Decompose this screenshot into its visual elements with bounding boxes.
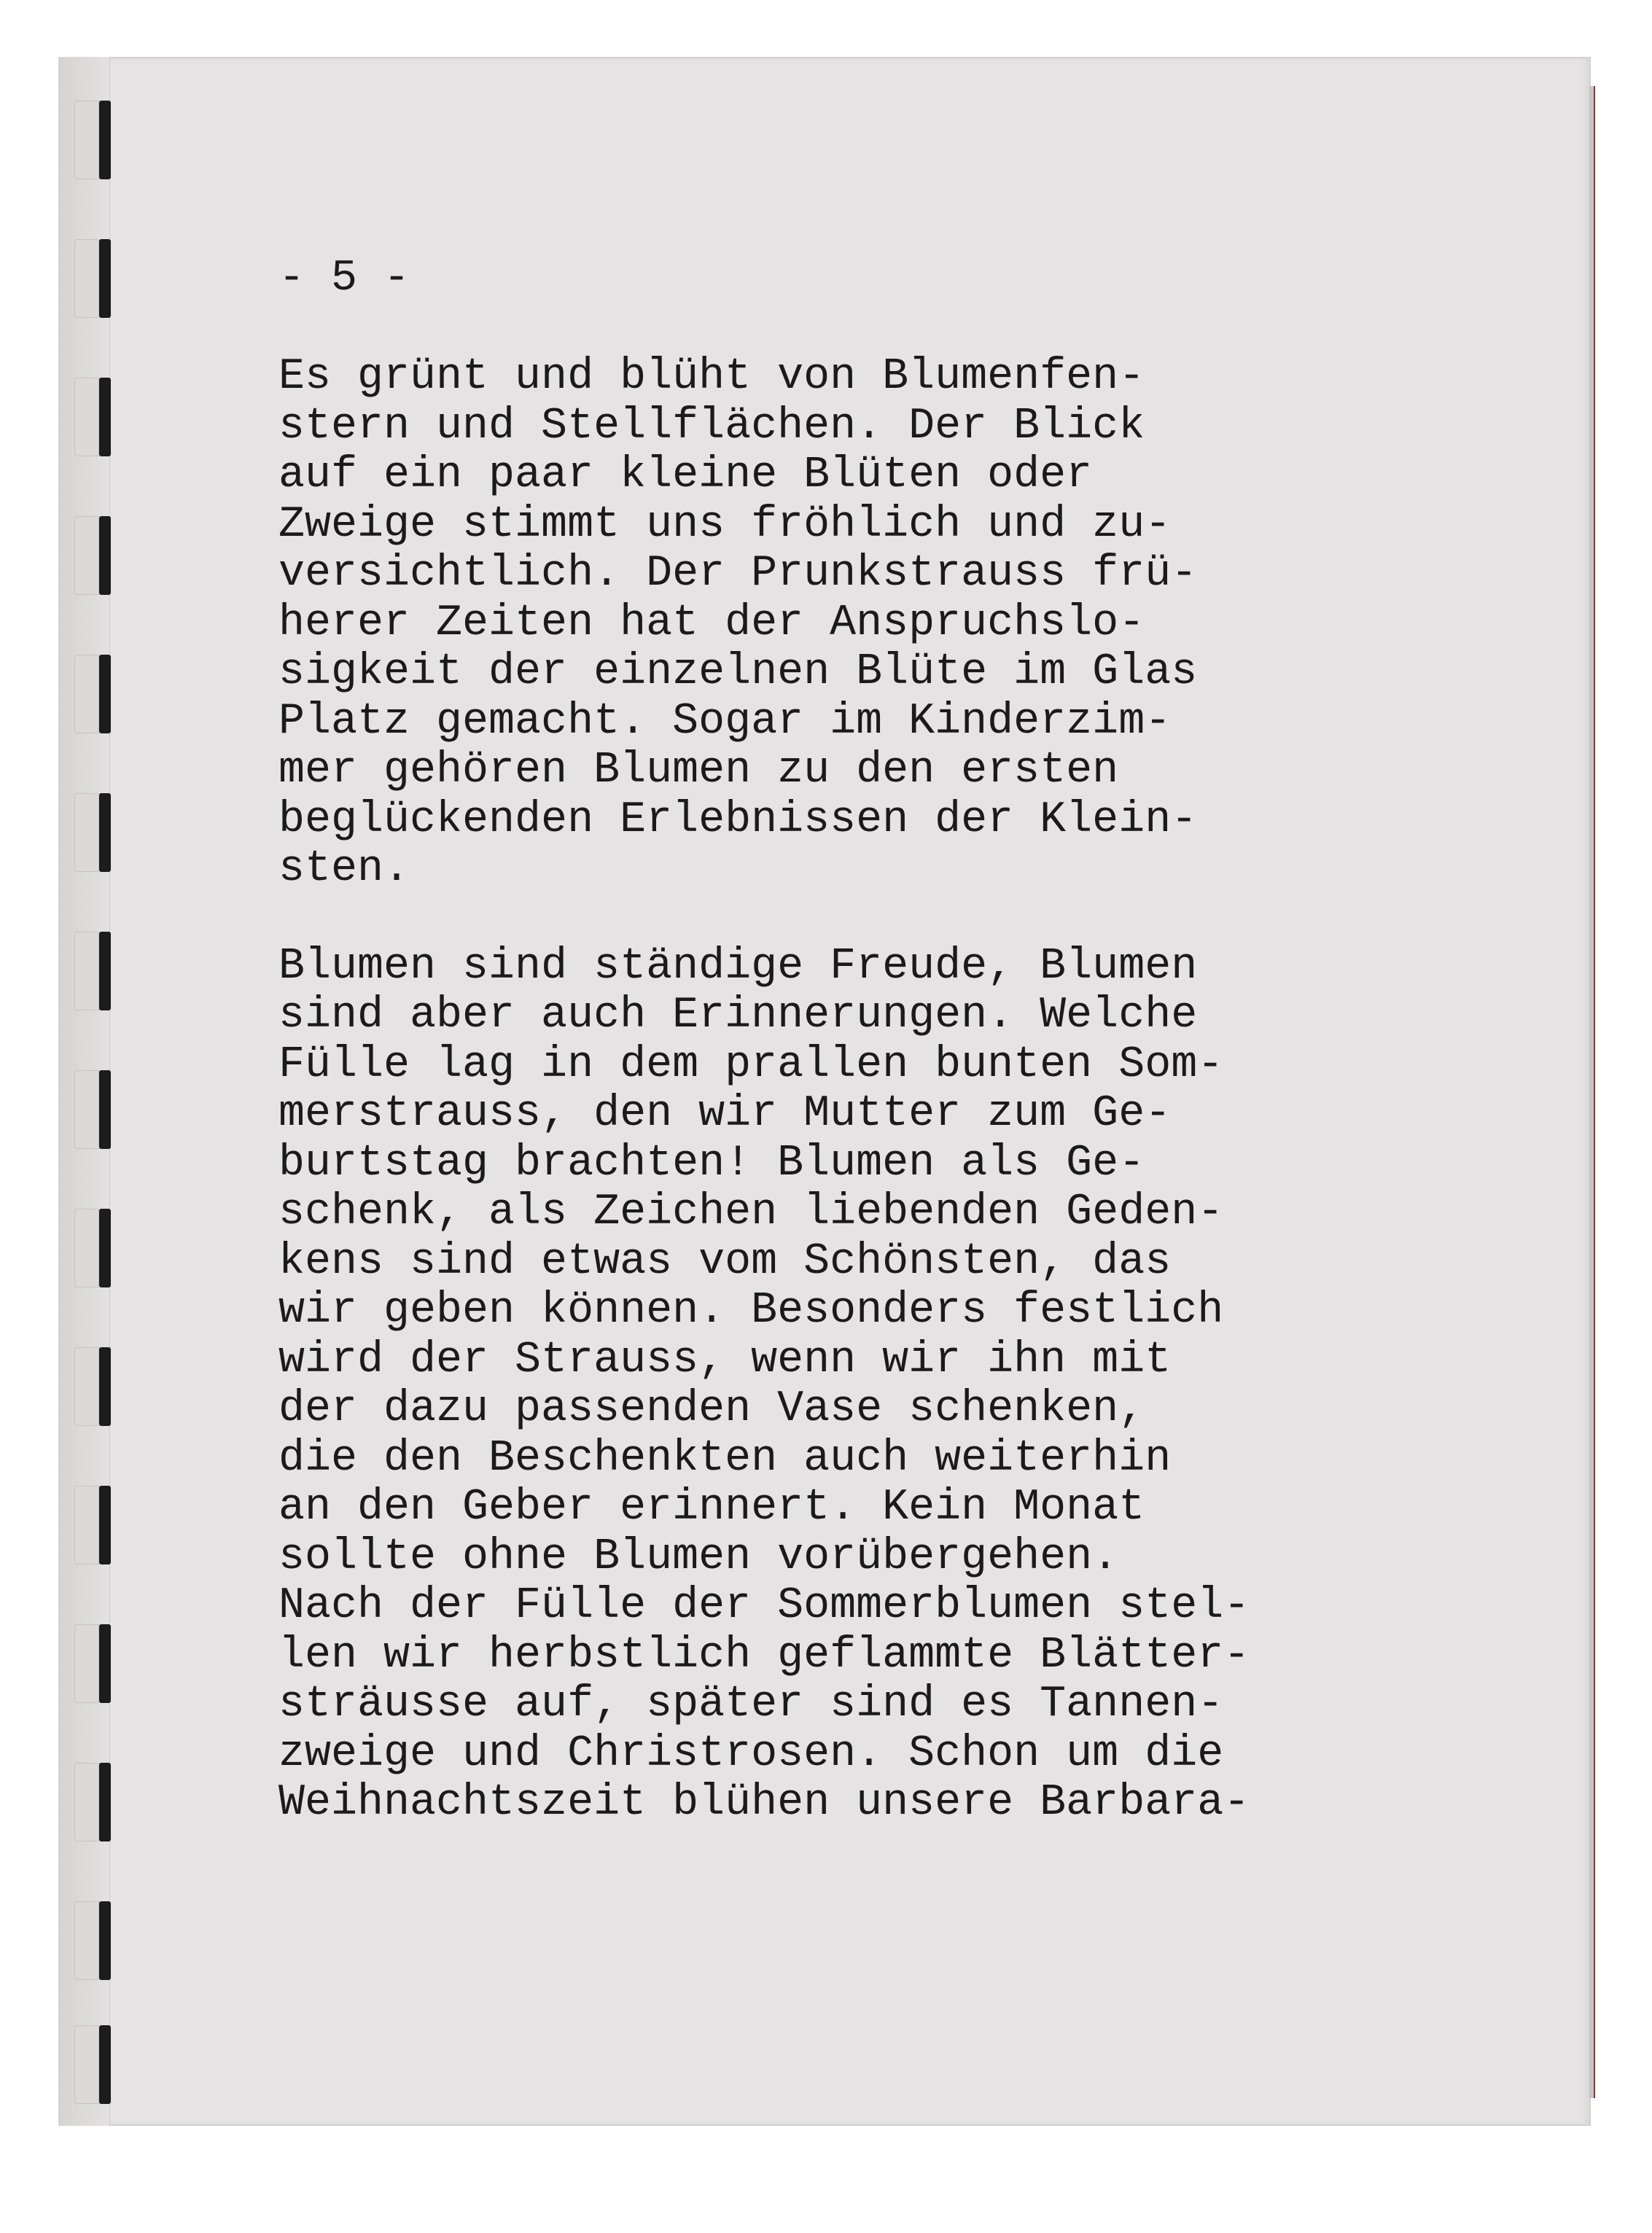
text-line: merstrauss, den wir Mutter zum Ge- bbox=[278, 1089, 1172, 1139]
ring-icon bbox=[99, 932, 111, 1010]
page-number: - 5 - bbox=[278, 254, 410, 303]
binding-ring bbox=[74, 793, 111, 872]
paragraph bbox=[278, 943, 1474, 1828]
text-line: Es grünt und blüht von Blumenfen- bbox=[278, 352, 1145, 402]
text-line: stern und Stellflächen. Der Blick bbox=[278, 401, 1145, 451]
binding-ring bbox=[74, 101, 111, 179]
ring-icon bbox=[99, 516, 111, 595]
text-line: sten. bbox=[278, 844, 410, 894]
binding-tab bbox=[74, 1070, 99, 1149]
text-line: sigkeit der einzelnen Blüte im Glas bbox=[278, 647, 1198, 697]
spiral-binding bbox=[58, 57, 110, 2126]
ring-icon bbox=[99, 1486, 111, 1564]
paragraph bbox=[278, 353, 1474, 895]
text-line: sträusse auf, später sind es Tannen- bbox=[278, 1680, 1224, 1729]
binding-ring bbox=[74, 655, 111, 733]
binding-tab bbox=[74, 2025, 99, 2104]
binding-ring bbox=[74, 1070, 111, 1149]
text-line: Fülle lag in dem prallen bunten Som- bbox=[278, 1040, 1224, 1090]
binding-tab bbox=[74, 1624, 99, 1703]
page-edge bbox=[1589, 86, 1595, 2098]
text-line: Weihnachtszeit blühen unsere Barbara- bbox=[278, 1778, 1250, 1828]
ring-icon bbox=[99, 1901, 111, 1980]
ring-icon bbox=[99, 101, 111, 179]
ring-icon bbox=[99, 793, 111, 872]
ring-icon bbox=[99, 1209, 111, 1287]
text-line: der dazu passenden Vase schenken, bbox=[278, 1384, 1145, 1434]
binding-ring bbox=[74, 2025, 111, 2104]
binding-tab bbox=[74, 516, 99, 595]
binding-tab bbox=[74, 1486, 99, 1564]
binding-ring bbox=[74, 516, 111, 595]
binding-tab bbox=[74, 932, 99, 1010]
text-line: versichtlich. Der Prunkstrauss frü- bbox=[278, 549, 1198, 599]
binding-ring bbox=[74, 378, 111, 456]
binding-ring bbox=[74, 1901, 111, 1980]
binding-tab bbox=[74, 1763, 99, 1842]
text-line: wird der Strauss, wenn wir ihn mit bbox=[278, 1335, 1172, 1385]
ring-icon bbox=[99, 378, 111, 456]
text-line: mer gehören Blumen zu den ersten bbox=[278, 746, 1119, 795]
ring-icon bbox=[99, 239, 111, 318]
ring-icon bbox=[99, 655, 111, 733]
ring-icon bbox=[99, 2025, 111, 2104]
ring-icon bbox=[99, 1070, 111, 1149]
binding-tab bbox=[74, 101, 99, 179]
binding-tab bbox=[74, 1209, 99, 1287]
text-line: an den Geber erinnert. Kein Monat bbox=[278, 1483, 1145, 1532]
binding-tab bbox=[74, 655, 99, 733]
binding-ring bbox=[74, 1624, 111, 1703]
text-line: sollte ohne Blumen vorübergehen. bbox=[278, 1532, 1119, 1582]
binding-ring bbox=[74, 1209, 111, 1287]
body-text bbox=[278, 353, 1474, 1828]
text-line: len wir herbstlich geflammte Blätter- bbox=[278, 1630, 1250, 1680]
binding-tab bbox=[74, 378, 99, 456]
binding-tab bbox=[74, 1901, 99, 1980]
ring-icon bbox=[99, 1763, 111, 1842]
text-line: kens sind etwas vom Schönsten, das bbox=[278, 1236, 1172, 1287]
binding-tab bbox=[74, 239, 99, 318]
typed-text-block bbox=[278, 254, 1474, 1828]
binding-tab bbox=[74, 793, 99, 872]
text-line: Blumen sind ständige Freude, Blumen bbox=[278, 941, 1198, 991]
ring-icon bbox=[99, 1624, 111, 1703]
text-line: die den Beschenkten auch weiterhin bbox=[278, 1433, 1172, 1484]
text-line: Nach der Fülle der Sommerblumen stel- bbox=[278, 1581, 1250, 1631]
text-line: burtstag brachten! Blumen als Ge- bbox=[278, 1138, 1145, 1188]
binding-tab bbox=[74, 1347, 99, 1426]
text-line: schenk, als Zeichen liebenden Geden- bbox=[278, 1188, 1224, 1237]
binding-ring bbox=[74, 1347, 111, 1426]
text-line: Platz gemacht. Sogar im Kinderzim- bbox=[278, 696, 1172, 747]
binding-ring bbox=[74, 1763, 111, 1842]
text-line: zweige und Christrosen. Schon um die bbox=[278, 1729, 1224, 1779]
text-line: wir geben können. Besonders festlich bbox=[278, 1286, 1224, 1336]
binding-ring bbox=[74, 932, 111, 1010]
binding-ring bbox=[74, 1486, 111, 1564]
text-line: auf ein paar kleine Blüten oder bbox=[278, 451, 1093, 500]
text-line: beglückenden Erlebnissen der Klein- bbox=[278, 795, 1198, 845]
text-line: Zweige stimmt uns fröhlich und zu- bbox=[278, 499, 1172, 550]
text-line: herer Zeiten hat der Anspruchslo- bbox=[278, 598, 1145, 648]
text-line: sind aber auch Erinnerungen. Welche bbox=[278, 991, 1198, 1040]
ring-icon bbox=[99, 1347, 111, 1426]
binding-ring bbox=[74, 239, 111, 318]
